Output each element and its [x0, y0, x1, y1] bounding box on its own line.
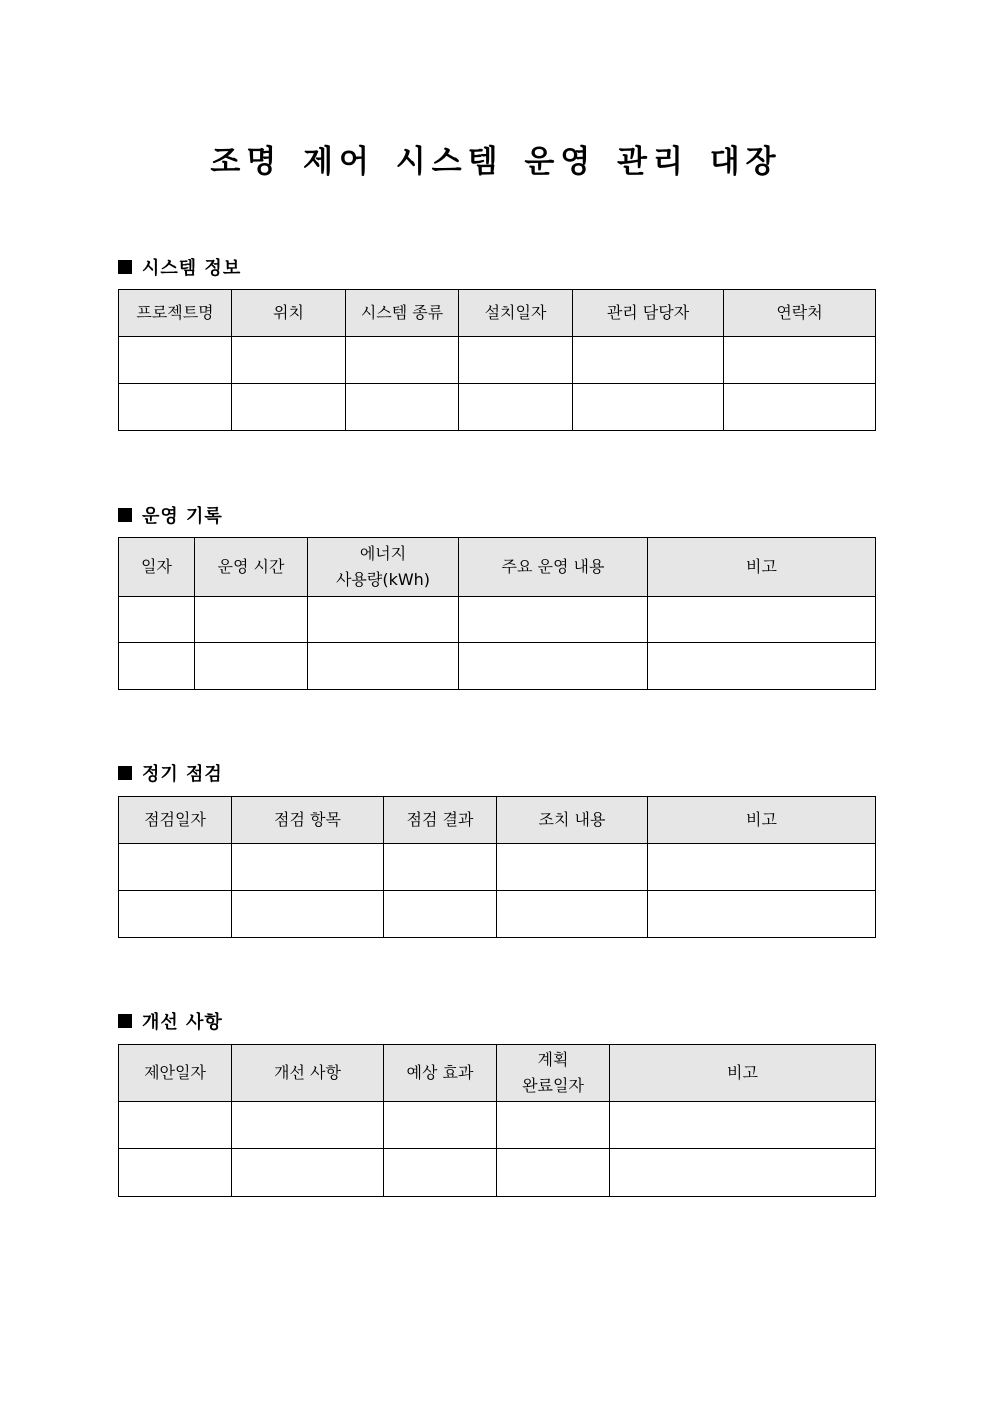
header-cell: 설치일자 — [459, 290, 573, 337]
input-cell[interactable] — [346, 384, 459, 431]
header-cell-planned-date — [497, 1045, 610, 1102]
section-title: 시스템 정보 — [142, 258, 242, 279]
section-title: 개선 사항 — [142, 1012, 223, 1033]
section-heading-improvements — [118, 1008, 223, 1034]
header-cell: 비고 — [648, 538, 876, 597]
input-cell[interactable] — [308, 597, 459, 643]
input-cell[interactable] — [610, 1102, 876, 1149]
input-cell[interactable] — [119, 1102, 232, 1149]
table-header-row — [119, 538, 876, 597]
table-row — [119, 1102, 876, 1149]
input-cell[interactable] — [573, 384, 724, 431]
square-bullet-icon — [118, 260, 132, 274]
header-cell: 일자 — [119, 538, 195, 597]
input-cell[interactable] — [459, 337, 573, 384]
input-cell[interactable] — [648, 891, 876, 938]
header-cell: 점검 결과 — [384, 797, 497, 844]
header-cell: 비고 — [610, 1045, 876, 1102]
section-title: 정기 점검 — [142, 764, 223, 785]
section-heading-operation-log — [118, 502, 223, 528]
input-cell[interactable] — [497, 1102, 610, 1149]
table-row — [119, 643, 876, 690]
input-cell[interactable] — [119, 1149, 232, 1197]
input-cell[interactable] — [648, 844, 876, 891]
system-info-table — [118, 289, 876, 431]
input-cell[interactable] — [384, 1102, 497, 1149]
input-cell[interactable] — [384, 891, 497, 938]
input-cell[interactable] — [497, 891, 648, 938]
improvements-table — [118, 1044, 876, 1197]
input-cell[interactable] — [724, 384, 876, 431]
input-cell[interactable] — [232, 1149, 384, 1197]
header-cell: 시스템 종류 — [346, 290, 459, 337]
inspection-table — [118, 796, 876, 938]
header-cell: 예상 효과 — [384, 1045, 497, 1102]
square-bullet-icon — [118, 508, 132, 522]
input-cell[interactable] — [648, 597, 876, 643]
header-cell: 연락처 — [724, 290, 876, 337]
input-cell[interactable] — [573, 337, 724, 384]
input-cell[interactable] — [119, 891, 232, 938]
input-cell[interactable] — [497, 1149, 610, 1197]
table-header-row — [119, 797, 876, 844]
table-row — [119, 891, 876, 938]
input-cell[interactable] — [459, 384, 573, 431]
input-cell[interactable] — [648, 643, 876, 690]
header-line: 완료일자 — [522, 1076, 584, 1095]
input-cell[interactable] — [119, 337, 232, 384]
square-bullet-icon — [118, 766, 132, 780]
header-cell: 위치 — [232, 290, 346, 337]
input-cell[interactable] — [346, 337, 459, 384]
header-cell-energy — [308, 538, 459, 597]
input-cell[interactable] — [459, 643, 648, 690]
document-title: 조명 제어 시스템 운영 관리 대장 — [210, 144, 782, 180]
input-cell[interactable] — [119, 844, 232, 891]
header-cell: 조치 내용 — [497, 797, 648, 844]
input-cell[interactable] — [497, 844, 648, 891]
section-title: 운영 기록 — [142, 506, 223, 527]
header-cell: 운영 시간 — [195, 538, 308, 597]
input-cell[interactable] — [232, 844, 384, 891]
table-row — [119, 1149, 876, 1197]
input-cell[interactable] — [459, 597, 648, 643]
input-cell[interactable] — [384, 1149, 497, 1197]
input-cell[interactable] — [308, 643, 459, 690]
header-cell: 비고 — [648, 797, 876, 844]
header-cell: 제안일자 — [119, 1045, 232, 1102]
square-bullet-icon — [118, 1014, 132, 1028]
table-header-row — [119, 290, 876, 337]
header-cell: 점검 항목 — [232, 797, 384, 844]
input-cell[interactable] — [119, 643, 195, 690]
table-row — [119, 597, 876, 643]
table-row — [119, 384, 876, 431]
header-line: 계획 — [537, 1050, 569, 1069]
section-heading-system-info — [118, 254, 241, 280]
input-cell[interactable] — [232, 1102, 384, 1149]
input-cell[interactable] — [195, 643, 308, 690]
input-cell[interactable] — [195, 597, 308, 643]
header-line: 에너지 — [359, 544, 407, 563]
input-cell[interactable] — [724, 337, 876, 384]
input-cell[interactable] — [119, 597, 195, 643]
table-row — [119, 337, 876, 384]
operation-log-table — [118, 537, 876, 690]
header-cell: 관리 담당자 — [573, 290, 724, 337]
input-cell[interactable] — [119, 384, 232, 431]
input-cell[interactable] — [232, 384, 346, 431]
header-cell: 프로젝트명 — [119, 290, 232, 337]
header-cell: 개선 사항 — [232, 1045, 384, 1102]
input-cell[interactable] — [232, 891, 384, 938]
header-line: 사용량(kWh) — [335, 570, 431, 589]
section-heading-inspection — [118, 760, 223, 786]
table-row — [119, 844, 876, 891]
header-cell: 점검일자 — [119, 797, 232, 844]
input-cell[interactable] — [232, 337, 346, 384]
table-header-row — [119, 1045, 876, 1102]
header-cell: 주요 운영 내용 — [459, 538, 648, 597]
input-cell[interactable] — [384, 844, 497, 891]
input-cell[interactable] — [610, 1149, 876, 1197]
